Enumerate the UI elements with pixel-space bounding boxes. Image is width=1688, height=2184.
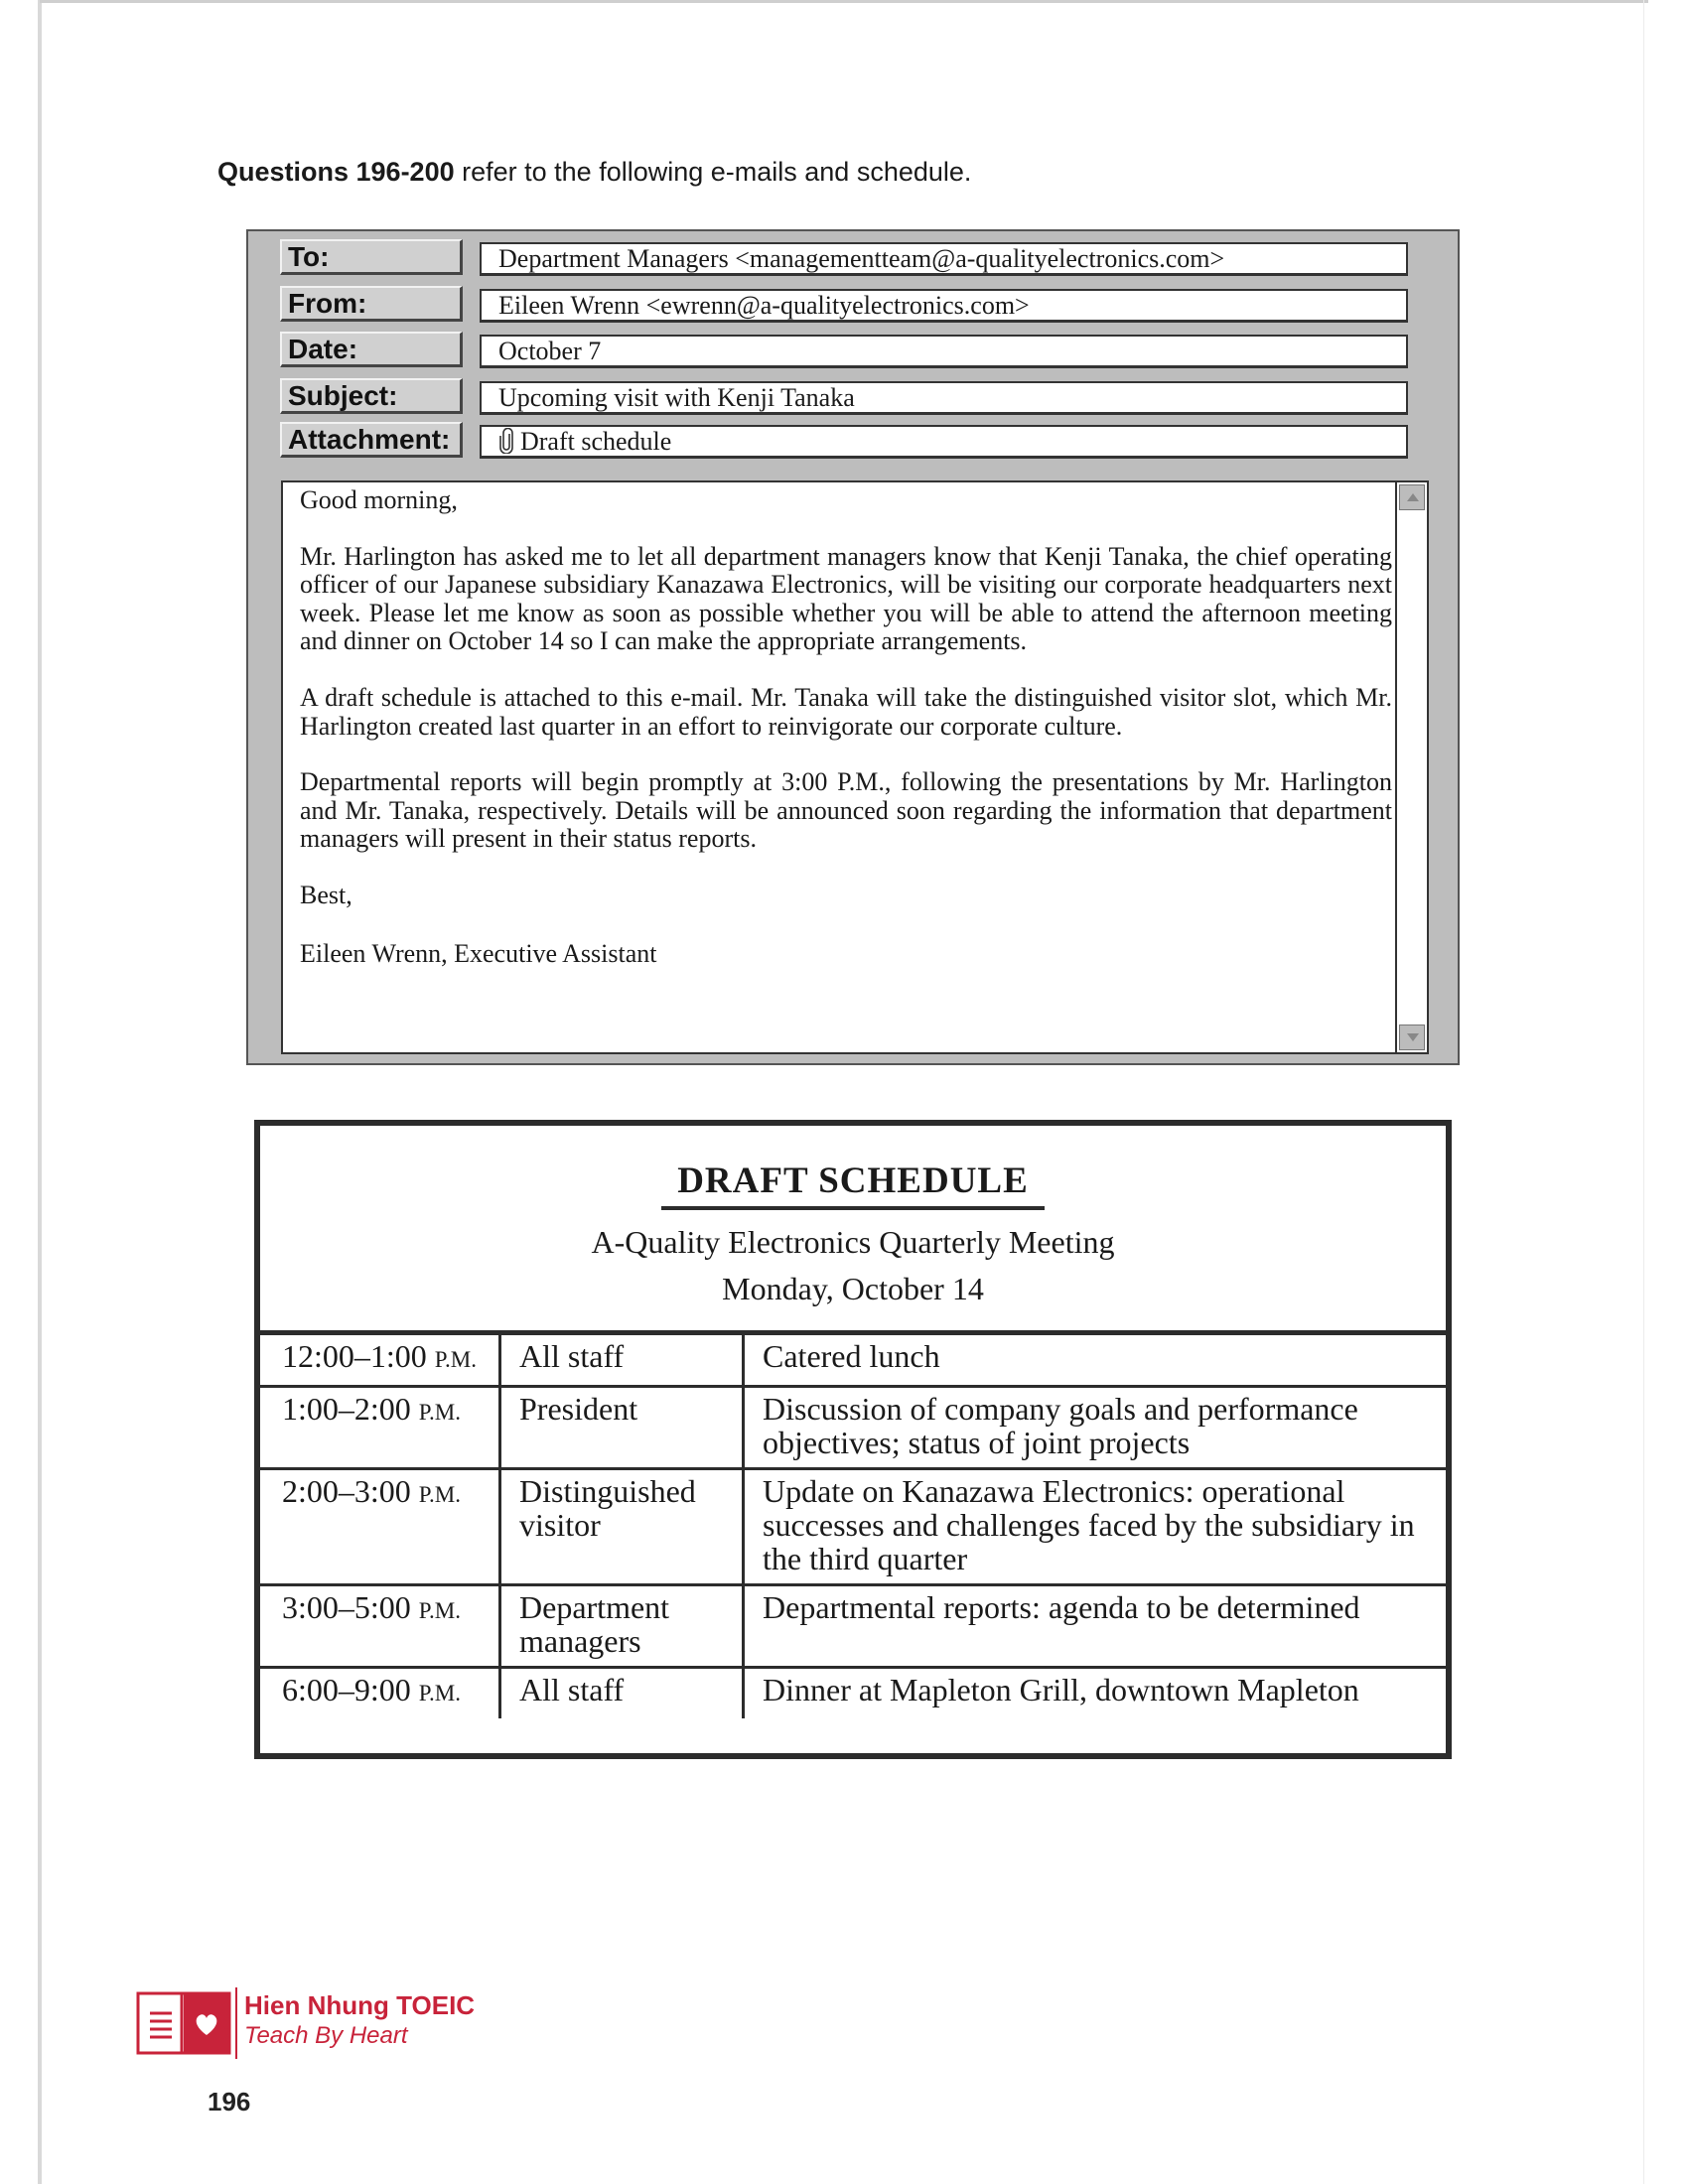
schedule-title: DRAFT SCHEDULE bbox=[260, 1160, 1446, 1210]
date-field: October 7 bbox=[480, 335, 1408, 368]
table-row bbox=[260, 1387, 1446, 1469]
activity-cell: Discussion of company goals and performance objectives; status of joint projects bbox=[744, 1387, 1447, 1469]
attendee-cell: Department managers bbox=[500, 1585, 744, 1668]
brand-name: Hien Nhung TOEIC bbox=[244, 1990, 476, 2020]
schedule-table bbox=[260, 1330, 1446, 1718]
email-header-date bbox=[280, 332, 1429, 367]
attachment-label: Attachment: bbox=[280, 422, 463, 458]
attendee-cell: President bbox=[500, 1387, 744, 1469]
arrow-down-icon bbox=[1406, 1032, 1420, 1042]
scan-edge bbox=[1643, 0, 1644, 2184]
attendee-cell: All staff bbox=[500, 1668, 744, 1719]
draft-schedule bbox=[254, 1120, 1452, 1759]
attachment-field bbox=[480, 425, 1408, 459]
email-header-to bbox=[280, 239, 1429, 275]
attendee-cell: All staff bbox=[500, 1333, 744, 1387]
brand-tagline: Teach By Heart bbox=[244, 2022, 408, 2049]
activity-cell: Dinner at Mapleton Grill, downtown Mapleton bbox=[744, 1668, 1447, 1719]
attachment-name: Draft schedule bbox=[520, 427, 672, 456]
arrow-up-icon bbox=[1406, 492, 1420, 502]
email-header-subject bbox=[280, 378, 1429, 414]
table-row bbox=[260, 1585, 1446, 1668]
email-paragraph: Mr. Harlington has asked me to let all department managers know that Kenji Tanaka, the chief operating officer of our Japanese subsidiary Kanazawa Electronics, will be visiting our corporate headquarters next week. Please let me know as soon as possible whether you will be able to attend the afternoon meeting and dinner on October 14 so I can make the appropriate arrangements. bbox=[300, 541, 1392, 656]
table-row bbox=[260, 1668, 1446, 1719]
question-range: Questions 196-200 bbox=[217, 157, 455, 187]
brand-logo bbox=[136, 1985, 239, 2066]
email-paragraph: Departmental reports will begin promptly at 3:00 P.M., following the presentations by Mr. Harlington and Mr. Tanaka, respectively. Details will be announced soon regarding the information that department managers will present in their status reports. bbox=[300, 767, 1392, 854]
time-cell: 2:00–3:00 P.M. bbox=[260, 1469, 500, 1585]
table-row bbox=[260, 1333, 1446, 1387]
activity-cell: Catered lunch bbox=[744, 1333, 1447, 1387]
email-body bbox=[281, 480, 1429, 1054]
time-cell: 12:00–1:00 P.M. bbox=[260, 1333, 500, 1387]
scan-edge bbox=[40, 0, 1648, 3]
email-scrollbar[interactable] bbox=[1395, 482, 1427, 1052]
schedule-subtitle: A-Quality Electronics Quarterly Meeting bbox=[591, 1224, 1115, 1260]
email-closing: Best, bbox=[300, 880, 352, 909]
table-row bbox=[260, 1469, 1446, 1585]
email-body-text bbox=[300, 486, 1392, 996]
scroll-down-button[interactable] bbox=[1399, 1024, 1425, 1050]
from-field: Eileen Wrenn <ewrenn@a-qualityelectronics.com> bbox=[480, 289, 1408, 323]
activity-cell: Update on Kanazawa Electronics: operational successes and challenges faced by the subsidiary in the third quarter bbox=[744, 1469, 1447, 1585]
time-cell: 1:00–2:00 P.M. bbox=[260, 1387, 500, 1469]
subject-field: Upcoming visit with Kenji Tanaka bbox=[480, 381, 1408, 415]
email-header-from bbox=[280, 286, 1429, 322]
question-intro-text: refer to the following e-mails and schedule. bbox=[454, 157, 972, 187]
scan-edge bbox=[38, 0, 42, 2184]
attendee-cell: Distinguished visitor bbox=[500, 1469, 744, 1585]
page-number: 196 bbox=[208, 2087, 251, 2116]
email-signature: Eileen Wrenn, Executive Assistant bbox=[300, 938, 657, 968]
from-label: From: bbox=[280, 286, 463, 322]
time-cell: 3:00–5:00 P.M. bbox=[260, 1585, 500, 1668]
email-window bbox=[246, 229, 1460, 1065]
paperclip-icon bbox=[498, 428, 514, 460]
email-paragraph: A draft schedule is attached to this e-mail. Mr. Tanaka will take the distinguished visitor slot, which Mr. Harlington created last quarter in an effort to reinvigorate our corporate culture. bbox=[300, 682, 1392, 741]
scroll-up-button[interactable] bbox=[1399, 484, 1425, 510]
schedule-date: Monday, October 14 bbox=[722, 1271, 984, 1306]
activity-cell: Departmental reports: agenda to be determined bbox=[744, 1585, 1447, 1668]
email-header-attachment bbox=[280, 422, 1429, 458]
time-cell: 6:00–9:00 P.M. bbox=[260, 1668, 500, 1719]
to-label: To: bbox=[280, 239, 463, 275]
date-label: Date: bbox=[280, 332, 463, 367]
subject-label: Subject: bbox=[280, 378, 463, 414]
email-greeting: Good morning, bbox=[300, 485, 458, 514]
question-intro bbox=[217, 157, 971, 188]
to-field: Department Managers <managementteam@a-qualityelectronics.com> bbox=[480, 242, 1408, 276]
